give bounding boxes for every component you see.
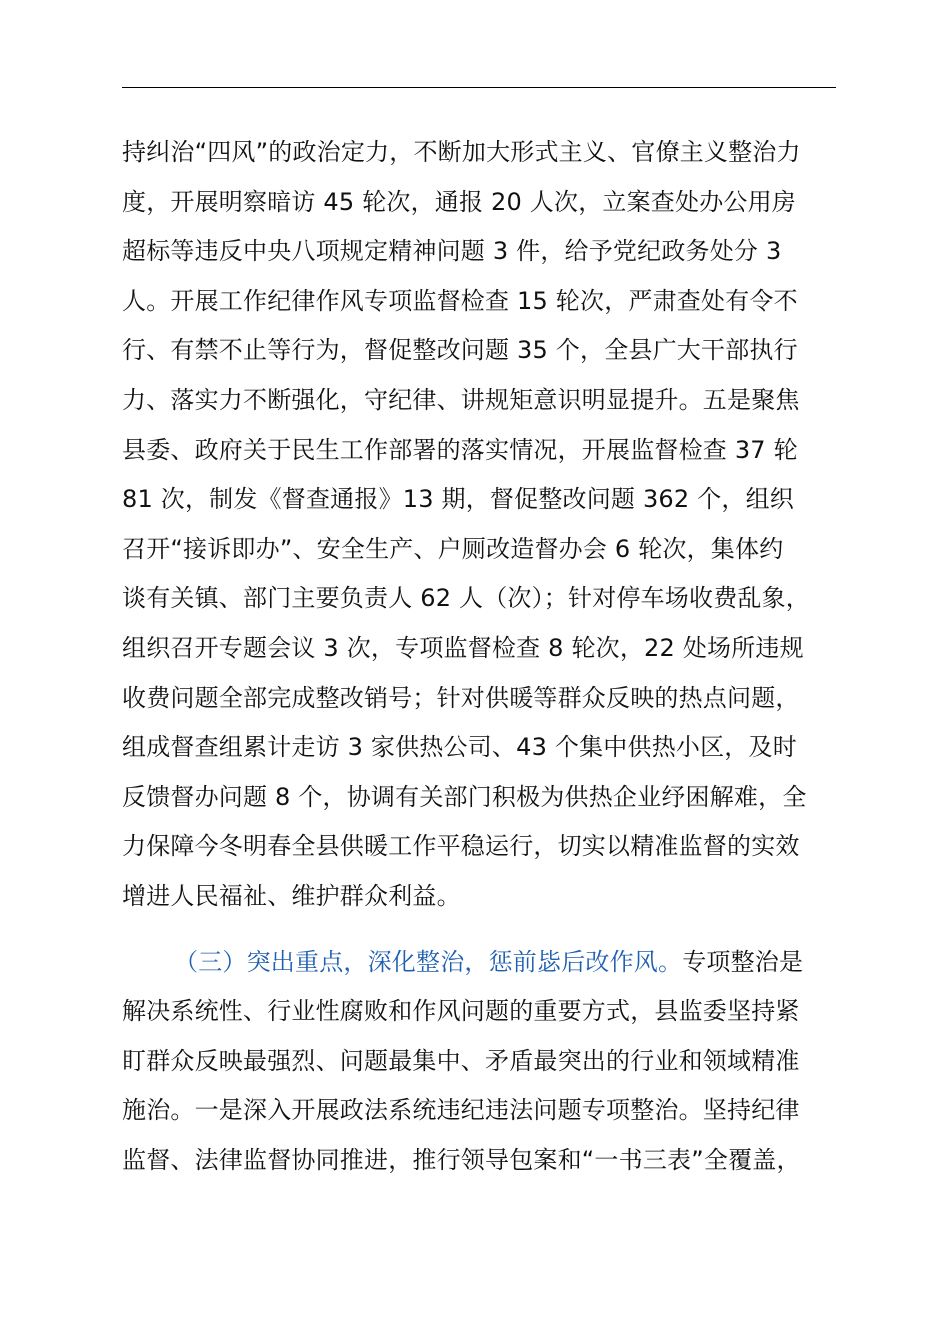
text-line: 组织召开专题会议 3 次，专项监督检查 8 轮次，22 处场所违规 [122,633,804,662]
text-line: 力保障今冬明春全县供暖工作平稳运行，切实以精准监督的实效 [122,832,800,861]
text-line: 增进人民福祉、维护群众利益。 [122,881,461,910]
text-line: 行、有禁不止等行为，督促整改问题 35 个，全县广大干部执行 [122,336,798,365]
text-line: 解决系统性、行业性腐败和作风问题的重要方式，县监委坚持紧 [122,997,800,1026]
paragraph-2 [122,938,882,1186]
text-line: 81 次，制发《督查通报》13 期，督促整改问题 362 个，组织 [122,485,795,514]
text-line: 人。开展工作纪律作风专项监督检查 15 轮次，严肃查处有令不 [122,286,798,315]
text-line: 组成督查组累计走访 3 家供热公司、43 个集中供热小区，及时 [122,733,797,762]
section-heading: （三）突出重点，深化整治，惩前毖后改作风。 [174,947,683,976]
header-rule [122,87,836,88]
paragraph-gap [122,922,882,938]
text-line: 超标等违反中央八项规定精神问题 3 件，给予党纪政务处分 3 [122,237,782,266]
document-body [122,128,882,1185]
text-line: 盯群众反映最强烈、问题最集中、矛盾最突出的行业和领域精准 [122,1046,800,1075]
text-line: 持纠治“四风”的政治定力，不断加大形式主义、官僚主义整治力 [122,138,801,166]
paragraph-1 [122,128,882,922]
text-line: 施治。一是深入开展政法系统违纪违法问题专项整治。坚持纪律 [122,1096,800,1125]
text-line: 力、落实力不断强化，守纪律、讲规矩意识明显提升。五是聚焦 [122,385,800,414]
text-line: 收费问题全部完成整改销号；针对供暖等群众反映的热点问题， [122,683,800,712]
text-line: 度，开展明察暗访 45 轮次，通报 20 人次，立案查处办公用房 [122,187,796,216]
text-run: 专项整治是 [682,947,804,976]
text-line: 反馈督办问题 8 个，协调有关部门积极为供热企业纾困解难，全 [122,782,807,811]
text-line: 谈有关镇、部门主要负责人 62 人（次）；针对停车场收费乱象， [122,584,810,613]
paragraph-2-first-line [122,938,882,988]
text-line: 县委、政府关于民生工作部署的落实情况，开展监督检查 37 轮 [122,435,798,464]
text-line: 召开“接诉即办”、安全生产、户厕改造督办会 6 轮次，集体约 [122,534,784,563]
text-line: 监督、法律监督协同推进，推行领导包案和“一书三表”全覆盖， [122,1145,801,1174]
